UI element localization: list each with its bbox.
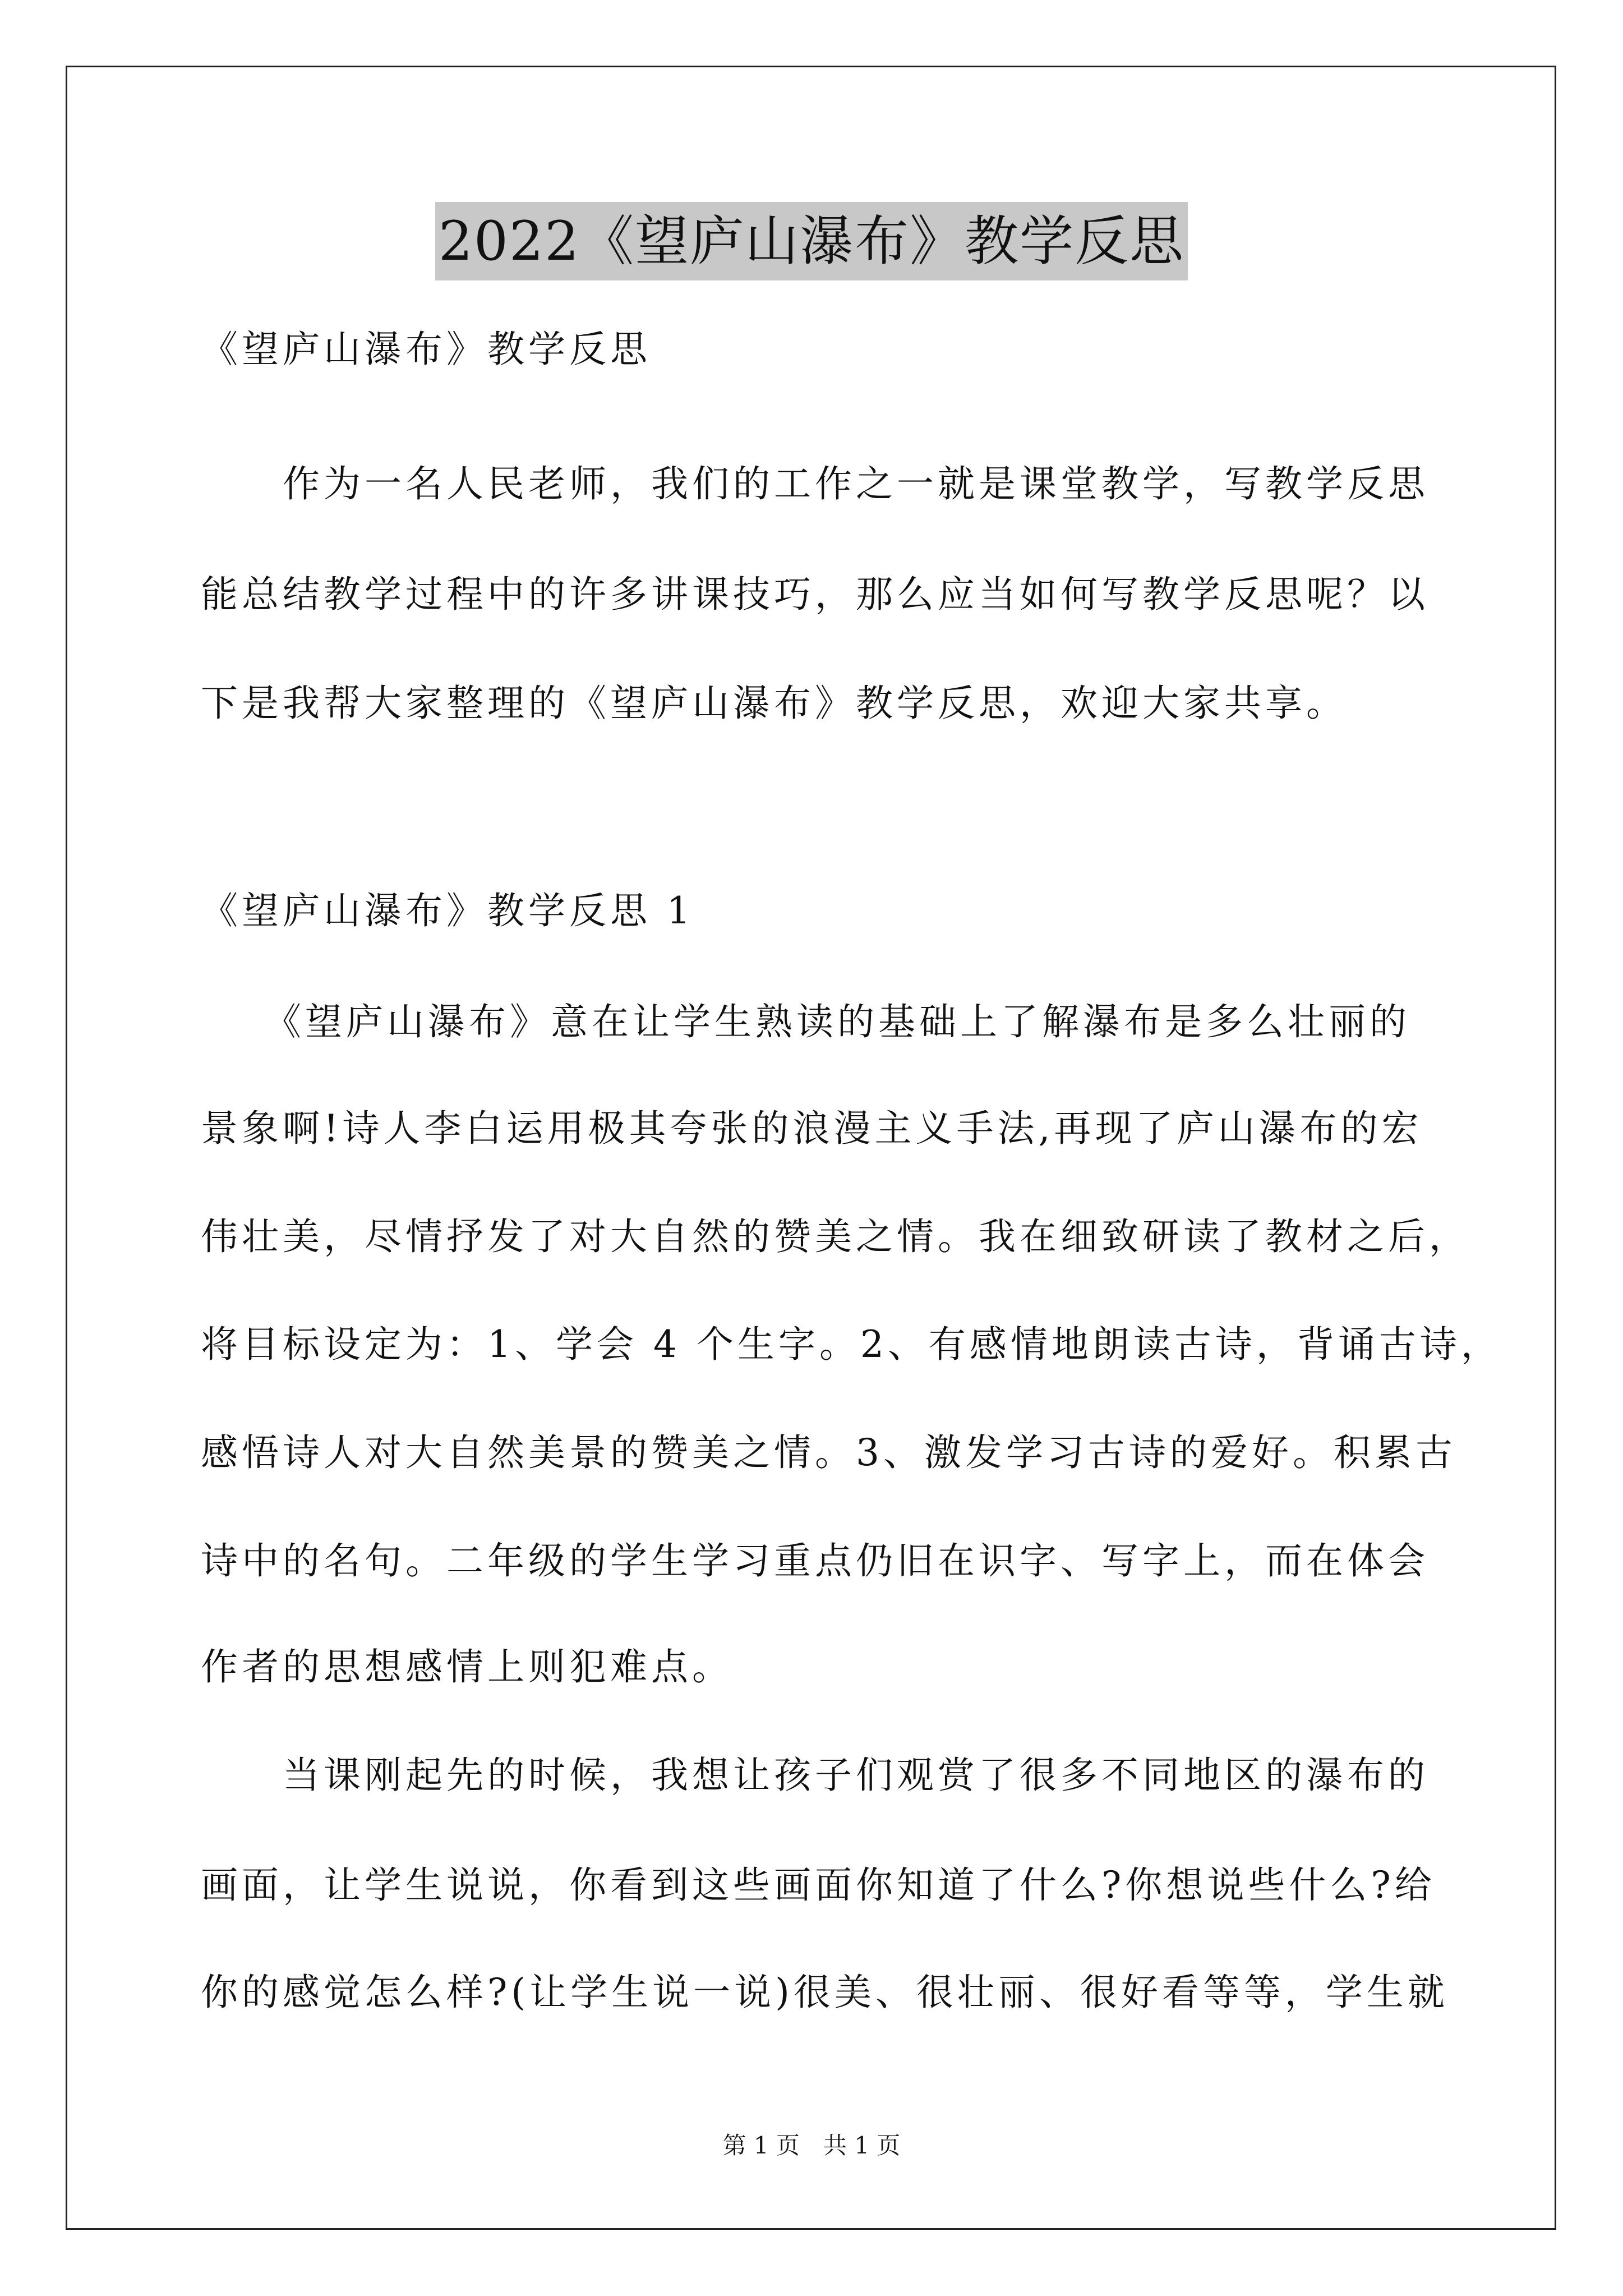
section1-line-5: 感悟诗人对大自然美景的赞美之情。3、激发学习古诗的爱好。积累古	[201, 1431, 1456, 1474]
section1-line-2: 景象啊!诗人李白运用极其夸张的浪漫主义手法,再现了庐山瀑布的宏	[201, 1107, 1423, 1150]
section1-line-6: 诗中的名句。二年级的学生学习重点仍旧在识字、写字上，而在体会	[201, 1539, 1429, 1582]
document-title: 2022《望庐山瀑布》教学反思	[435, 202, 1188, 280]
intro-line-2: 能总结教学过程中的许多讲课技巧，那么应当如何写教学反思呢？以	[201, 573, 1429, 616]
section1-line-4: 将目标设定为：1、学会 4 个生字。2、有感情地朗读古诗，背诵古诗，	[201, 1323, 1502, 1366]
section1-line-9: 画面，让学生说说，你看到这些画面你知道了什么?你想说些什么?给	[201, 1864, 1436, 1907]
section-heading-1: 《望庐山瀑布》教学反思 1	[201, 889, 694, 932]
section1-line-7: 作者的思想感情上则犯难点。	[201, 1645, 733, 1688]
subtitle-heading: 《望庐山瀑布》教学反思	[201, 328, 651, 371]
page-number-footer: 第 1 页 共 1 页	[722, 2132, 901, 2159]
title-container	[0, 202, 1623, 280]
section1-line-3: 伟壮美，尽情抒发了对大自然的赞美之情。我在细致研读了教材之后，	[201, 1215, 1470, 1258]
section1-line-8: 当课刚起先的时候，我想让孩子们观赏了很多不同地区的瀑布的	[201, 1754, 1429, 1797]
intro-line-3: 下是我帮大家整理的《望庐山瀑布》教学反思，欢迎大家共享。	[201, 682, 1347, 725]
section1-line-1: 《望庐山瀑布》意在让学生熟读的基础上了解瀑布是多么壮丽的	[201, 1000, 1410, 1043]
section1-line-10: 你的感觉怎么样?(让学生说一说)很美、很壮丽、很好看等等，学生就	[201, 1971, 1449, 2014]
intro-line-1: 作为一名人民老师，我们的工作之一就是课堂教学，写教学反思	[201, 462, 1429, 505]
